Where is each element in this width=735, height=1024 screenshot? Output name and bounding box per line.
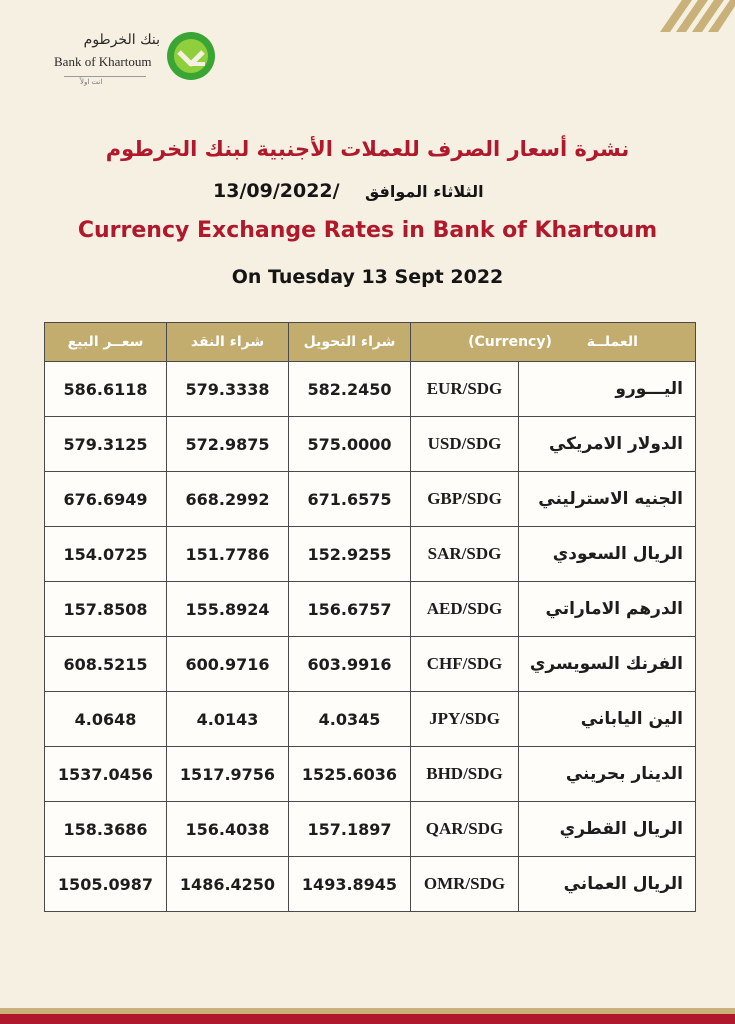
transfer-buy-rate: 1525.6036 <box>289 747 411 802</box>
logo-tagline: انت اولاً <box>80 78 103 86</box>
sell-rate: 1537.0456 <box>45 747 167 802</box>
logo-divider <box>64 76 146 77</box>
table-row <box>45 637 696 692</box>
table-row <box>45 472 696 527</box>
sell-rate: 158.3686 <box>45 802 167 857</box>
table-row <box>45 417 696 472</box>
bank-emblem-icon <box>165 30 217 82</box>
transfer-buy-rate: 157.1897 <box>289 802 411 857</box>
cash-buy-rate: 155.8924 <box>167 582 289 637</box>
bank-logo <box>50 28 220 90</box>
currency-name: الين الياباني <box>519 692 696 747</box>
transfer-buy-rate: 1493.8945 <box>289 857 411 912</box>
transfer-buy-rate: 152.9255 <box>289 527 411 582</box>
table-row <box>45 362 696 417</box>
currency-name: الريال القطري <box>519 802 696 857</box>
currency-name: الفرنك السويسري <box>519 637 696 692</box>
cash-buy-rate: 1486.4250 <box>167 857 289 912</box>
cash-buy-rate: 4.0143 <box>167 692 289 747</box>
subtitle-english: On Tuesday 13 Sept 2022 <box>231 266 504 288</box>
header-transfer-buy: شراء التحويل <box>289 323 411 362</box>
currency-name: اليـــورو <box>519 362 696 417</box>
exchange-rates-table <box>44 322 696 912</box>
header-currency <box>411 323 696 362</box>
sell-rate: 586.6118 <box>45 362 167 417</box>
currency-code: OMR/SDG <box>411 857 519 912</box>
transfer-buy-rate: 575.0000 <box>289 417 411 472</box>
currency-code: QAR/SDG <box>411 802 519 857</box>
date-label-arabic: الثلاثاء الموافق <box>365 182 484 201</box>
currency-name: الدينار بحريني <box>519 747 696 802</box>
currency-name: الدرهم الاماراتي <box>519 582 696 637</box>
sell-rate: 608.5215 <box>45 637 167 692</box>
transfer-buy-rate: 671.6575 <box>289 472 411 527</box>
header-currency-en: (Currency) <box>468 334 552 350</box>
table-row <box>45 802 696 857</box>
currency-code: JPY/SDG <box>411 692 519 747</box>
currency-code: BHD/SDG <box>411 747 519 802</box>
currency-code: AED/SDG <box>411 582 519 637</box>
cash-buy-rate: 668.2992 <box>167 472 289 527</box>
transfer-buy-rate: 156.6757 <box>289 582 411 637</box>
table-header-row <box>45 323 696 362</box>
transfer-buy-rate: 4.0345 <box>289 692 411 747</box>
table-row <box>45 582 696 637</box>
cash-buy-rate: 151.7786 <box>167 527 289 582</box>
transfer-buy-rate: 582.2450 <box>289 362 411 417</box>
currency-code: EUR/SDG <box>411 362 519 417</box>
footer-bar-red <box>0 1014 735 1024</box>
currency-code: CHF/SDG <box>411 637 519 692</box>
bulletin-date: 13/09/2022/ <box>213 180 340 202</box>
cash-buy-rate: 156.4038 <box>167 802 289 857</box>
logo-name-en: Bank of Khartoum <box>54 54 152 69</box>
sell-rate: 157.8508 <box>45 582 167 637</box>
header-sell: سعــر البيع <box>45 323 167 362</box>
logo-name-ar: بنك الخرطوم <box>83 32 160 48</box>
table-row <box>45 692 696 747</box>
header-cash-buy: شراء النقد <box>167 323 289 362</box>
cash-buy-rate: 579.3338 <box>167 362 289 417</box>
currency-name: الريال العماني <box>519 857 696 912</box>
sell-rate: 1505.0987 <box>45 857 167 912</box>
title-english: Currency Exchange Rates in Bank of Khartoum <box>77 218 658 243</box>
currency-code: SAR/SDG <box>411 527 519 582</box>
sell-rate: 154.0725 <box>45 527 167 582</box>
cash-buy-rate: 572.9875 <box>167 417 289 472</box>
table-row <box>45 747 696 802</box>
sell-rate: 579.3125 <box>45 417 167 472</box>
sell-rate: 4.0648 <box>45 692 167 747</box>
title-arabic: نشرة أسعار الصرف للعملات الأجنبية لبنك الخرطوم <box>105 137 630 161</box>
table-row <box>45 527 696 582</box>
currency-name: الدولار الامريكي <box>519 417 696 472</box>
table-row <box>45 857 696 912</box>
transfer-buy-rate: 603.9916 <box>289 637 411 692</box>
sell-rate: 676.6949 <box>45 472 167 527</box>
header-currency-ar: العملــة <box>586 334 638 350</box>
cash-buy-rate: 600.9716 <box>167 637 289 692</box>
decorative-stripes-icon <box>640 0 735 32</box>
currency-code: GBP/SDG <box>411 472 519 527</box>
currency-name: الجنيه الاسترليني <box>519 472 696 527</box>
currency-name: الريال السعودي <box>519 527 696 582</box>
date-row <box>0 180 735 208</box>
currency-code: USD/SDG <box>411 417 519 472</box>
cash-buy-rate: 1517.9756 <box>167 747 289 802</box>
